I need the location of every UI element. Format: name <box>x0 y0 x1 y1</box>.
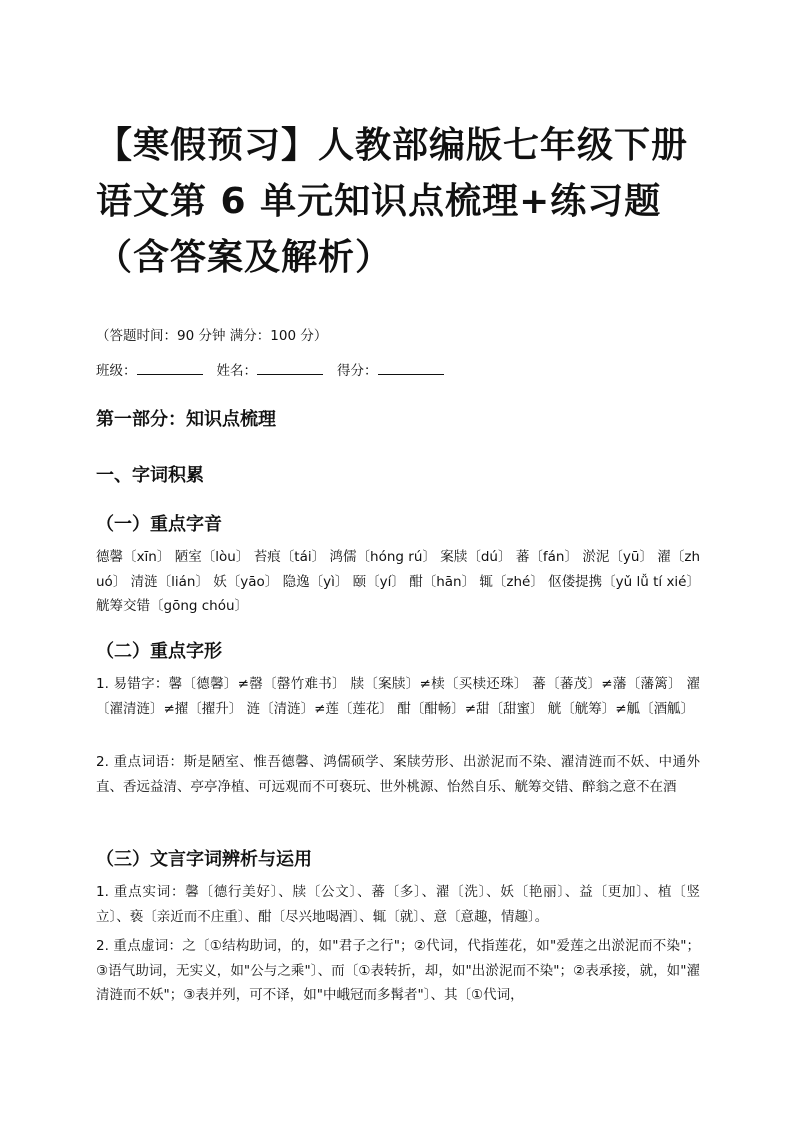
score-label: 得分： <box>337 363 378 379</box>
key-words-paragraph: 2. 重点词语：斯是陋室、惟吾德馨、鸿儒硕学、案牍劳形、出淤泥而不染、濯清涟而不妖、中通外直、香远益清、亭亭净植、可远观而不可亵玩、世外桃源、怡然自乐、觥筹交错、醉翁之意不在酒 <box>96 754 700 795</box>
subsection-pronunciation-heading: （一）重点字音 <box>96 514 222 535</box>
name-label: 姓名： <box>216 363 257 379</box>
exam-info: （答题时间：90 分钟 满分：100 分） <box>96 328 328 344</box>
section1-heading: 一、字词积累 <box>96 465 204 486</box>
part1-heading: 第一部分：知识点梳理 <box>96 409 276 430</box>
class-label: 班级： <box>96 363 137 379</box>
score-blank <box>378 360 444 375</box>
student-info-fields <box>96 360 458 381</box>
content-words-paragraph: 1. 重点实词：馨〔德行美好〕、牍〔公文〕、蕃〔多〕、濯〔洗〕、妖〔艳丽〕、益〔更加〕、植〔竖立〕、亵〔亲近而不庄重〕、酣〔尽兴地喝酒〕、辄〔就〕、意〔意趣，情趣〕。 <box>96 884 700 925</box>
class-blank <box>137 360 203 375</box>
name-blank <box>257 360 323 375</box>
document-title: 【寒假预习】人教部编版七年级下册语文第 6 单元知识点梳理+练习题（含答案及解析） <box>96 125 689 278</box>
easy-mistake-characters-paragraph: 1. 易错字：馨〔德馨〕≠罄〔罄竹难书〕 牍〔案牍〕≠椟〔买椟还珠〕 蕃〔蕃茂〕≠藩〔藩篱〕 濯〔濯清涟〕≠擢〔擢升〕 涟〔清涟〕≠莲〔莲花〕 酣〔酣畅〕≠甜〔甜蜜〕 觥〔觥筹〕≠觚〔酒觚〕 <box>96 676 700 717</box>
pronunciation-paragraph: 德馨〔xīn〕 陋室〔lòu〕 苔痕〔tái〕 鸿儒〔hóng rú〕 案牍〔dú〕 蕃〔fán〕 淤泥〔yū〕 濯〔zhuó〕 清涟〔lián〕 妖〔yāo〕 隐逸〔yì〕 颐〔yí〕 酣〔hān〕 辄〔zhé〕 伛偻提携〔yǔ lǚ tí xié〕 觥筹交错〔gōng chóu〕 <box>96 549 700 614</box>
subsection-classical-words-heading: （三）文言字词辨析与运用 <box>96 849 312 870</box>
subsection-character-form-heading: （二）重点字形 <box>96 641 222 662</box>
function-words-paragraph: 2. 重点虚词：之〔①结构助词，的，如"君子之行"；②代词，代指莲花，如"爱莲之出淤泥而不染"；③语气助词，无实义，如"公与之乘"〕、而〔①表转折，却，如"出淤泥而不染"；②表承接，就，如"濯清涟而不妖"；③表并列，可不译，如"中峨冠而多髯者"〕、其〔①代词， <box>96 938 700 1003</box>
